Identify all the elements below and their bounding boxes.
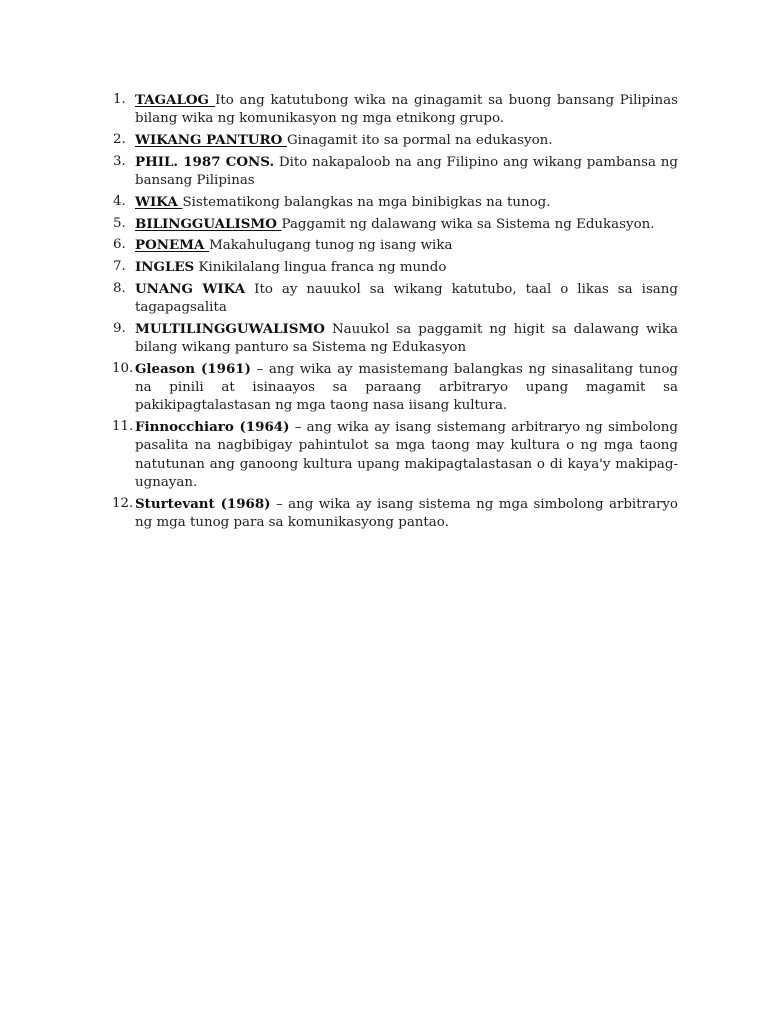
item-term: INGLES <box>135 259 195 276</box>
list-item <box>100 91 678 128</box>
item-number: 12. <box>112 495 134 511</box>
list-item <box>100 258 678 277</box>
list-item <box>100 131 678 150</box>
item-term: MULTILINGGUWALISMO <box>135 320 325 337</box>
item-number: 7. <box>113 259 126 275</box>
item-number: 11. <box>112 419 134 435</box>
item-term: WIKA <box>135 193 183 210</box>
item-definition: Paggamit ng dalawang wika sa Sistema ng Edukasyon. <box>281 216 655 232</box>
list-item <box>100 215 678 234</box>
list-item <box>100 280 678 317</box>
item-definition: Sistematikong balangkas na mga binibigkas na tunog. <box>182 194 551 210</box>
list-item <box>100 193 678 212</box>
list-item <box>100 418 678 492</box>
item-term: Finnocchiaro (1964) <box>135 419 290 436</box>
item-term: UNANG WIKA <box>135 280 246 297</box>
item-definition: Kinikilalang lingua franca ng mundo <box>194 260 447 276</box>
item-number: 4. <box>113 193 126 209</box>
item-number: 2. <box>113 132 126 147</box>
item-definition: Dito nakapaloob na ang Filipino ang wikang pambansa ng bansang Pilipinas <box>135 154 678 188</box>
item-definition: Ito ay nauukol sa wikang katutubo, taal o likas sa isang tagapagsalita <box>135 281 678 316</box>
item-number: 1. <box>113 92 126 107</box>
item-number: 3. <box>113 153 126 169</box>
item-term: PHIL. 1987 CONS. <box>135 153 275 170</box>
list-item <box>100 153 678 190</box>
item-definition: Ito ang katutubong wika na ginagamit sa buong bansang Pilipinas bilang wika ng komunikasyon ng mga etnikong grupo. <box>135 93 679 127</box>
item-number: 5. <box>113 215 126 231</box>
list-item <box>100 360 678 416</box>
definition-list <box>100 91 678 535</box>
item-definition: Ginagamit ito sa pormal na edukasyon. <box>286 133 553 148</box>
item-number: 6. <box>113 237 126 253</box>
item-term: WIKANG PANTURO <box>135 132 287 148</box>
item-term: Sturtevant (1968) <box>135 495 271 512</box>
list-item <box>100 236 678 255</box>
item-number: 9. <box>113 320 126 336</box>
item-number: 10. <box>112 360 134 376</box>
item-definition: – ang wika ay masistemang balangkas ng sinasalitang tunog na pinili at isinaayos sa paraang arbitraryo upang magamit sa pakikipagtalastasan ng mga taong nasa iisang kultura. <box>135 361 679 414</box>
item-definition: – ang wika ay isang sistemang arbitraryo ng simbolong pasalita na nagbibigay pahintulot sa mga taong may kultura o ng mga taong natutunan ang ganoong kultura upang makipagtalastasan o di kaya'y makipag-ugnayan. <box>135 420 678 490</box>
item-term: Gleason (1961) <box>135 360 251 377</box>
item-term: BILINGGUALISMO <box>135 215 282 232</box>
item-definition: Makahulugang tunog ng isang wika <box>209 238 453 254</box>
item-definition: Nauukol sa paggamit ng higit sa dalawang wika bilang wikang panturo sa Sistema ng Edukasyon <box>135 321 678 356</box>
item-term: PONEMA <box>135 237 210 254</box>
item-definition: – ang wika ay isang sistema ng mga simbolong arbitraryo ng mga tunog para sa komunikasyong pantao. <box>135 496 678 530</box>
item-term: TAGALOG <box>135 92 216 108</box>
item-number: 8. <box>113 280 126 296</box>
list-item <box>100 495 678 532</box>
list-item <box>100 320 678 357</box>
